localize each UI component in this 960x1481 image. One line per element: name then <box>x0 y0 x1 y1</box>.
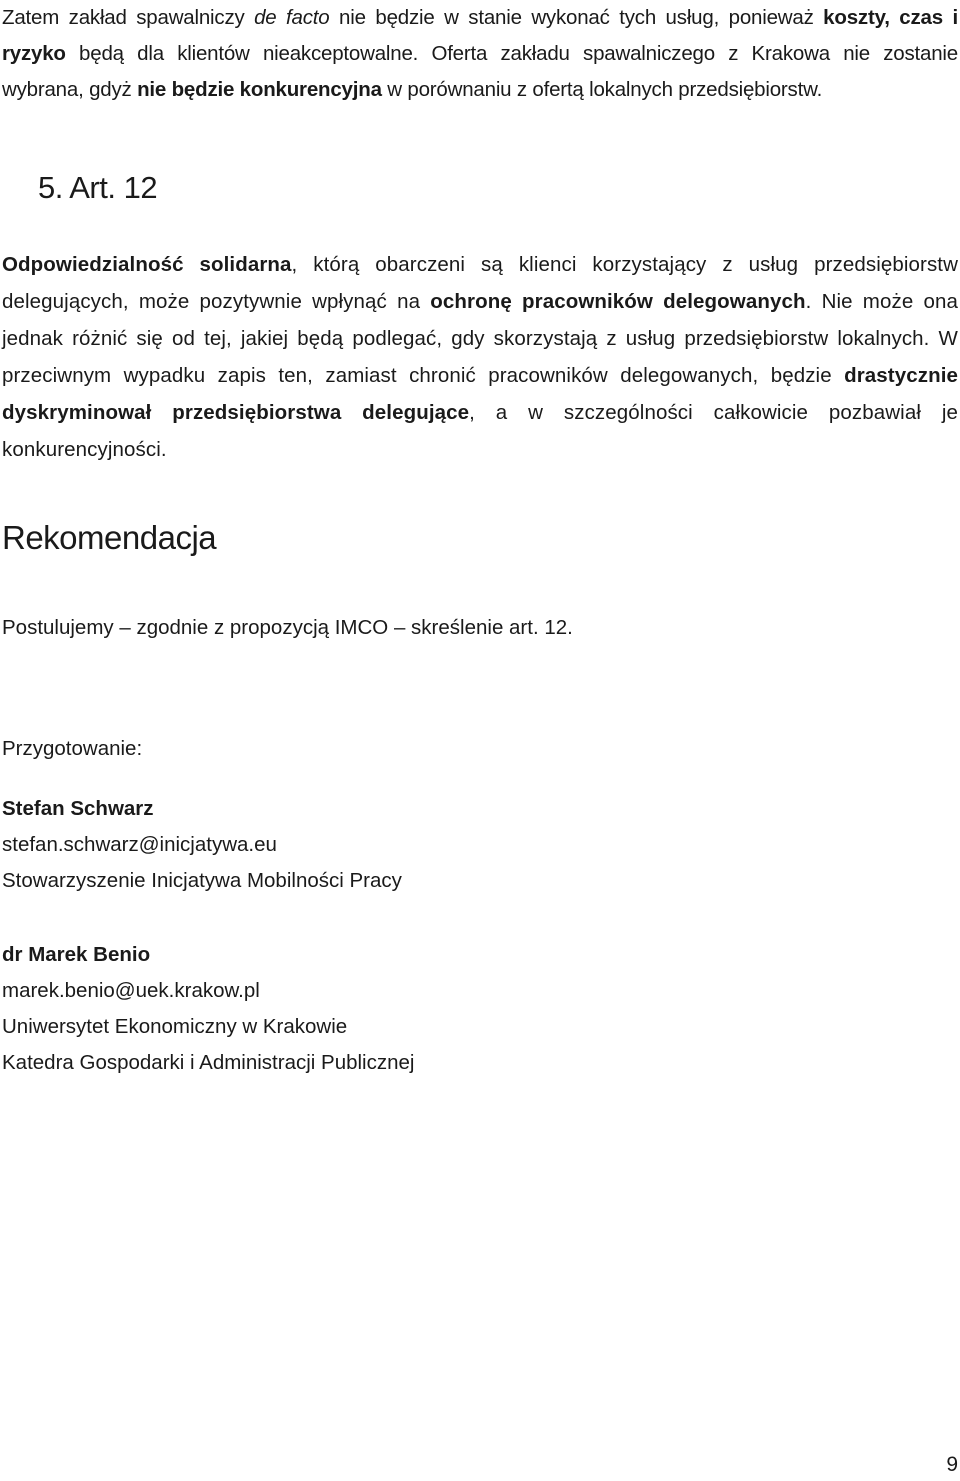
author-organization: Uniwersytet Ekonomiczny w Krakowie <box>2 1015 348 1038</box>
art-text-4: . Nie może ona jednak różnić się od tej, jakiej będą podlegać, gdy skorzystają z usług przedsiębiorstw lokalnych. W przeciwnym wypadku zapis ten, zamiast chronić pracowników delegowanych, będzie <box>2 290 959 387</box>
recommendation-heading: Rekomendacja <box>2 519 217 556</box>
intro-italic-de-facto: de facto <box>254 6 330 29</box>
author-email: stefan.schwarz@inicjatywa.eu <box>2 833 277 856</box>
art-bold-protection: ochronę pracowników delegowanych <box>430 290 806 313</box>
intro-text-1: Zatem zakład spawalniczy <box>2 6 255 29</box>
author-block-benio <box>2 937 902 1081</box>
recommendation-text: Postulujemy – zgodnie z propozycją IMCO – skreślenie art. 12. <box>2 616 573 639</box>
art-bold-discriminate: drastycznie dyskryminował przedsiębiorstwa delegujące <box>2 364 958 424</box>
author-name: Stefan Schwarz <box>2 797 154 820</box>
section-heading-art-12: 5. Art. 12 <box>38 170 158 205</box>
author-block-schwarz <box>2 791 902 899</box>
page-number: 9 <box>946 1453 958 1476</box>
author-name: dr Marek Benio <box>2 943 151 966</box>
art-text-2: , którą obarczeni są klienci korzystający z usług przedsiębiorstw delegujących, może pozytywnie wpłynąć na <box>2 253 958 313</box>
intro-text-5: będą dla klientów nieakceptowalne. Oferta zakładu spawalniczego z Krakowa nie zostanie wybrana, gdyż <box>2 42 958 101</box>
intro-bold-not-competitive: nie będzie konkurencyjna <box>137 78 382 101</box>
preparation-label: Przygotowanie: <box>2 737 143 760</box>
intro-paragraph <box>2 0 958 108</box>
author-email: marek.benio@uek.krakow.pl <box>2 979 260 1002</box>
intro-text-3: nie będzie w stanie wykonać tych usług, ponieważ <box>329 6 824 29</box>
art-bold-joint-liability: Odpowiedzialność solidarna <box>2 253 292 276</box>
intro-text-7: w porównaniu z ofertą lokalnych przedsiębiorstw. <box>381 78 823 101</box>
author-organization: Stowarzyszenie Inicjatywa Mobilności Pracy <box>2 869 402 892</box>
intro-bold-costs: koszty, czas i ryzyko <box>2 6 958 65</box>
art-12-paragraph <box>2 246 958 468</box>
art-text-6: , a w szczególności całkowicie pozbawiał je konkurencyjności. <box>2 401 958 461</box>
author-department: Katedra Gospodarki i Administracji Publicznej <box>2 1051 415 1074</box>
